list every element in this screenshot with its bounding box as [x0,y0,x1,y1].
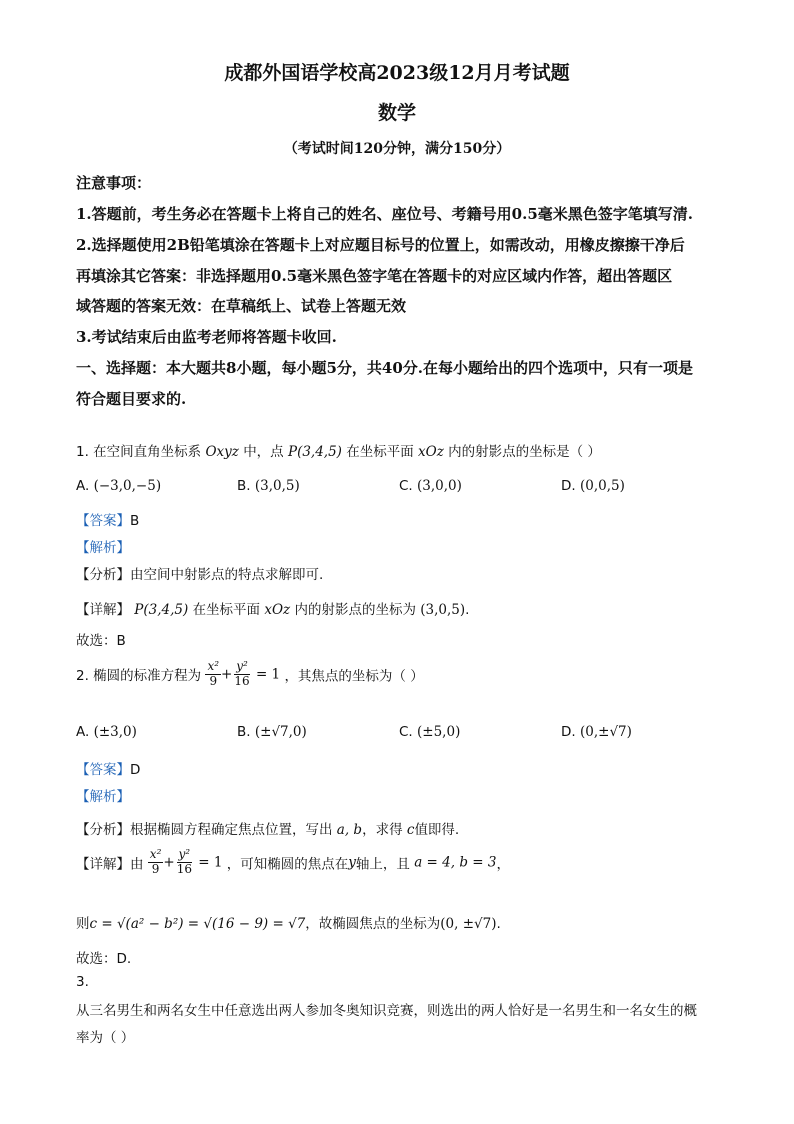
q1-fenxi [76,563,323,583]
exam-time-info: （考试时间120分钟，满分150分） [283,141,511,157]
q1-option-a [76,478,161,494]
q2-detail-calc: c = √(a² − b²) = √(16 − 9) = √7 [89,916,306,932]
q1-text-4: 内的射影点的坐标是（ ） [448,444,601,460]
q2-option-b [237,724,307,740]
q2-detail-text-4: ， [496,856,510,873]
q2-conclusion: 故选：D. [76,951,132,967]
q1-option-b [237,478,300,494]
q1-detail-plane: xOz [264,602,291,618]
q2-detail-text-2: ，可知椭圆的焦点在 [226,856,349,873]
q1-option-d-value: (0,0,5) [579,478,625,494]
q2-detail-result: (0, ±√7) [440,916,497,932]
notes-item-3: 3.考试结束后由监考老师将答题卡收回. [76,328,337,346]
q2-fenxi-text-2: ，求得 [362,822,403,838]
q1-detail-text-1: 在坐标平面 [192,602,261,618]
q2-detail-plus: + [163,854,175,871]
q1-plane: xOz [418,444,444,460]
q1-detail [76,598,469,618]
q1-answer-tag: 【答案】 [76,513,130,529]
q2-eq-den-1: 9 [209,673,218,688]
q2-eq-num-1: x² [207,659,220,673]
q1-detail-result: (3,0,5) [420,602,466,618]
q1-option-b-value: (3,0,5) [254,478,300,494]
q1-fenxi-text: 由空间中射影点的特点求解即可. [130,567,324,583]
q2-option-c [399,724,460,740]
q1-text-2: 中，点 [243,444,284,460]
q2-option-b-letter: B. [237,724,251,740]
q2-detail-text-3: 轴上，且 [355,856,410,873]
q2-detail-term-1 [148,848,164,877]
q2-detail-text-1: 由 [130,856,144,873]
q2-detail-den-2: 16 [176,861,192,876]
q2-fenxi-text-1: 根据椭圆方程确定焦点位置，写出 [130,822,333,838]
q2-fenxi [76,818,459,838]
q2-eq-den-2: 16 [234,673,250,688]
q2-detail-num-2: y² [178,847,191,861]
q2-eq-rhs: = 1 [255,666,281,683]
q1-option-d-letter: D. [561,478,576,494]
q2-fenxi-ab: a, b [336,822,363,838]
q2-detail-term-2 [175,848,194,877]
q2-detail-text-5: 则 [76,916,90,932]
q2-option-d-value: (0,±√7) [579,724,632,740]
q2-option-a [76,724,137,740]
q1-detail-tag: 【详解】 [76,602,130,618]
q1-option-c [399,478,462,494]
q2-option-a-letter: A. [76,724,90,740]
q1-option-d [561,478,625,494]
q2-answer-tag: 【答案】 [76,762,130,778]
q1-stem [76,440,601,460]
q2-detail-axis: y [348,854,356,871]
notes-item-2-line-1: 2.选择题使用2B铅笔填涂在答题卡上对应题目标号的位置上，如需改动，用橡皮擦擦干净后 [76,236,685,254]
q2-option-d-letter: D. [561,724,576,740]
q2-option-b-value: (±√7,0) [254,724,307,740]
q2-fenxi-tag: 【分析】 [76,822,130,838]
q1-fenxi-tag: 【分析】 [76,567,130,583]
q2-detail-num-1: x² [149,847,162,861]
q2-fenxi-text-3: 值即得. [414,822,460,838]
q2-answer [76,758,140,778]
q1-detail-end: . [465,602,470,618]
q2-fenxi-c: c [406,822,415,838]
section-1-line-1: 一、选择题：本大题共8小题，每小题5分，共40分.在每小题给出的四个选项中，只有一项是 [76,359,693,377]
q1-conclusion: 故选：B [76,633,126,649]
q2-answer-value: D [130,762,141,778]
q2-detail-line-2 [76,912,501,932]
q1-coord-system: Oxyz [205,444,239,460]
q1-text-1: 1. 在空间直角坐标系 [76,444,202,460]
notes-heading: 注意事项： [76,174,152,192]
q1-point: P(3,4,5) [287,444,342,460]
school-exam-title: 成都外国语学校高2023级12月月考试题 [224,62,570,84]
q2-detail-rhs: = 1 [198,854,223,871]
q2-stem [76,660,424,689]
q3-stem-line-2: 率为（ ） [76,1030,135,1046]
notes-item-2-line-2: 再填涂其它答案：非选择题用0.5毫米黑色签字笔在答题卡的对应区域内作答，超出答题区 [76,267,673,285]
q2-eq-num-2: y² [236,659,248,673]
q1-option-c-value: (3,0,0) [417,478,462,494]
q1-option-a-value: (−3,0,−5) [93,478,162,494]
q1-option-c-letter: C. [399,478,413,494]
q2-option-d [561,724,632,740]
q2-detail-den-1: 9 [151,861,160,876]
q2-analysis-tag: 【解析】 [76,789,130,805]
notes-item-1: 1.答题前，考生务必在答题卡上将自己的姓名、座位号、考籍号用0.5毫米黑色签字笔填写清. [76,205,693,223]
q1-detail-point: P(3,4,5) [134,602,189,618]
q1-answer-value: B [130,513,140,529]
q1-answer [76,509,139,529]
q1-analysis-tag: 【解析】 [76,540,130,556]
q2-text-2: ，其焦点的坐标为（ ） [284,668,424,685]
q2-option-a-value: (±3,0) [93,724,137,740]
q2-equation-term-2 [232,660,251,689]
q1-option-a-letter: A. [76,478,90,494]
q2-detail-ab: a = 4, b = 3 [414,854,497,871]
q1-detail-text-2: 内的射影点的坐标为 [294,602,416,618]
q2-detail-line-1 [76,848,510,877]
q2-eq-plus: + [221,666,233,683]
q2-option-c-value: (±5,0) [417,724,461,740]
section-1-line-2: 符合题目要求的. [76,390,187,408]
q2-detail-text-6: ，故椭圆焦点的坐标为 [305,916,441,932]
q2-detail-tag: 【详解】 [76,856,130,873]
subject-title: 数学 [377,102,416,124]
q2-equation-term-1 [205,660,221,689]
q1-text-3: 在坐标平面 [346,444,414,460]
q2-detail-end: . [496,916,501,932]
q1-option-b-letter: B. [237,478,251,494]
q3-stem-line-1: 从三名男生和两名女生中任意选出两人参加冬奥知识竞赛，则选出的两人恰好是一名男生和一名女生的概 [76,1003,697,1019]
notes-item-2-line-3: 域答题的答案无效：在草稿纸上、试卷上答题无效 [76,297,407,315]
q3-number: 3. [76,974,89,990]
q2-option-c-letter: C. [399,724,413,740]
q2-text-1: 2. 椭圆的标准方程为 [76,668,202,685]
